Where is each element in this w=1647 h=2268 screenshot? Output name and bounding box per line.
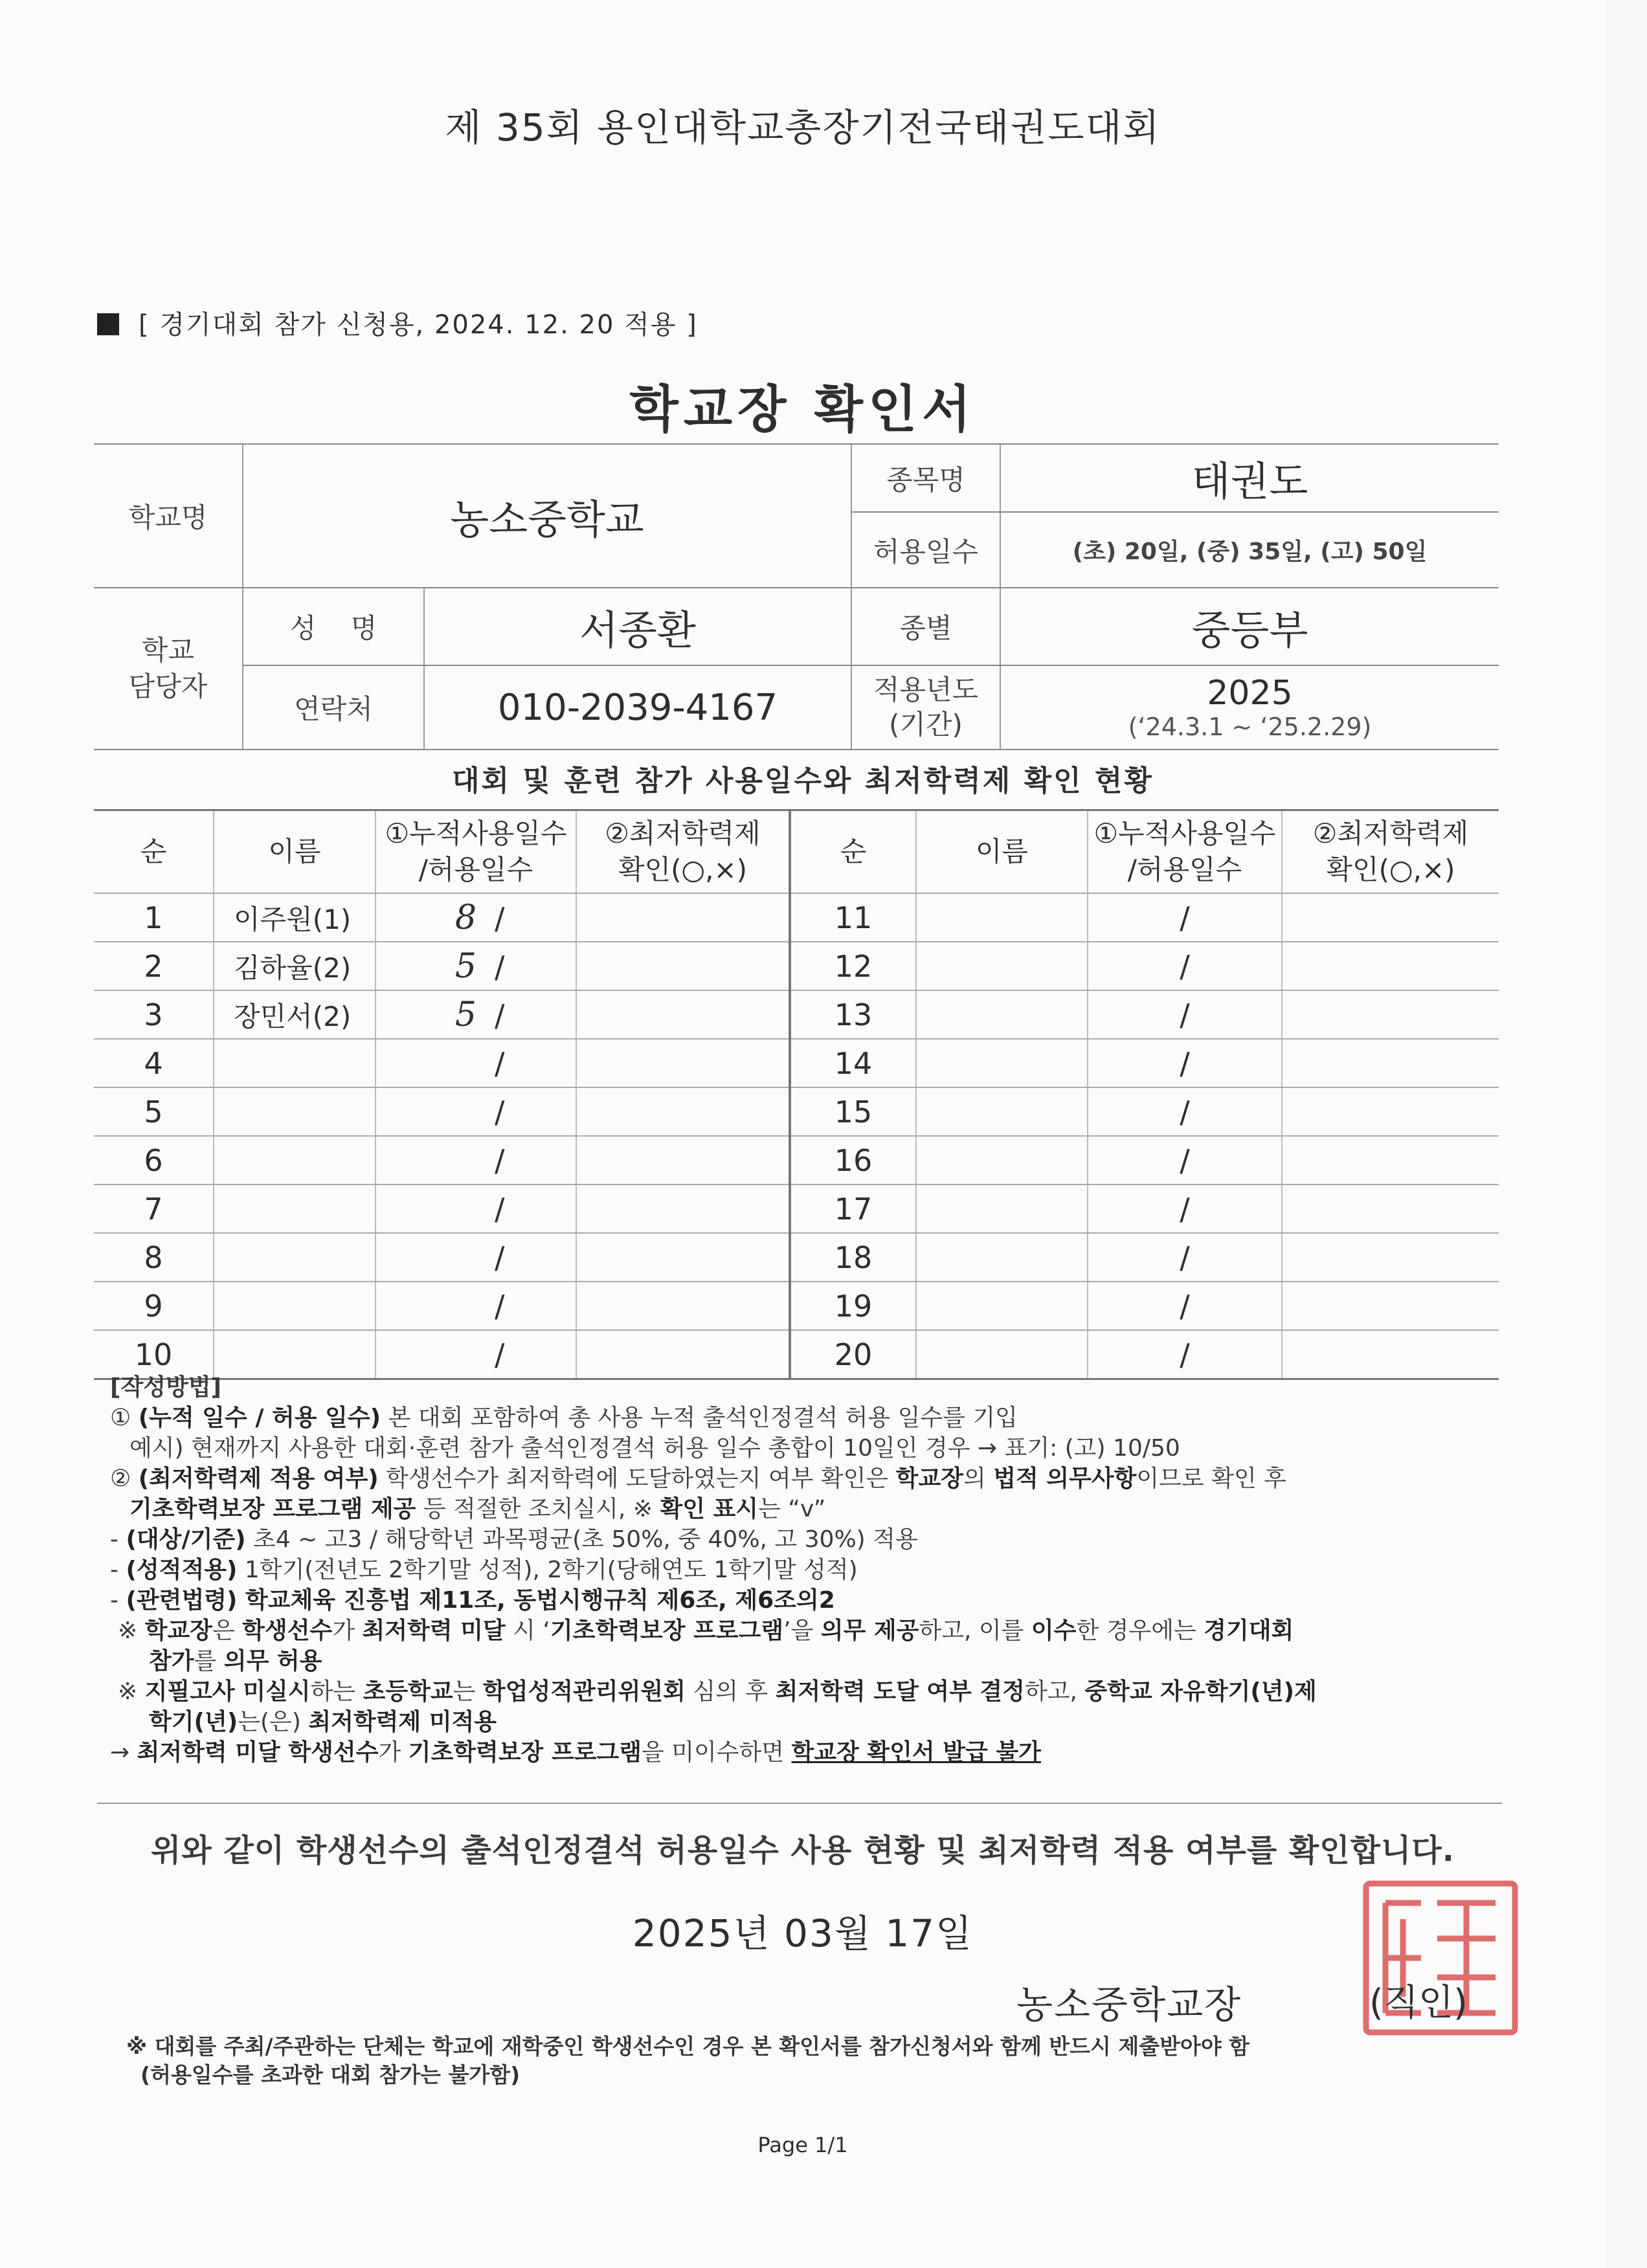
row-days: / [1088, 1282, 1282, 1330]
row-no: 17 [790, 1184, 916, 1233]
row-name [214, 1282, 375, 1330]
division-value: 중등부 [1000, 588, 1499, 665]
allow-days-label: 허용일수 [851, 512, 1000, 588]
row-min-check [1282, 893, 1499, 942]
row-name: 이주원(1) [214, 893, 375, 942]
slash-separator: / [495, 1337, 505, 1372]
slash-separator: / [495, 1288, 505, 1324]
row-days: / [1088, 990, 1282, 1039]
row-no: 11 [790, 893, 916, 942]
allow-days-value: (초) 20일, (중) 35일, (고) 50일 [1000, 512, 1499, 588]
table-row [94, 1136, 1499, 1184]
footnote-line: ※ 대회를 주최/주관하는 단체는 학교에 재학중인 학생선수인 경우 본 확인서를 참가신청서와 함께 반드시 제출받아야 함 [126, 2034, 1250, 2059]
row-min-check [576, 1039, 790, 1087]
row-days: / [1088, 1136, 1282, 1184]
method-line: - (대상/기준) 초4 ~ 고3 / 해당학년 과목평균(초 50%, 중 40%, 고 30%) 적용 [110, 1526, 918, 1553]
row-min-check [1282, 1136, 1499, 1184]
table-row [94, 1184, 1499, 1233]
slash-separator: / [495, 1142, 505, 1178]
table-row [94, 893, 1499, 942]
table-row [94, 1039, 1499, 1087]
section-title: 대회 및 훈련 참가 사용일수와 최저학력제 확인 현황 [452, 764, 1154, 797]
row-min-check [576, 1184, 790, 1233]
handwritten-days: 5 [454, 946, 476, 986]
row-days [375, 990, 576, 1039]
row-min-check [1282, 942, 1499, 990]
method-line: - (성적적용) 1학기(전년도 2학기말 성적), 2학기(당해연도 1학기말 성적) [110, 1557, 858, 1583]
table-header-row [94, 810, 1499, 894]
writing-method [110, 1372, 1502, 1768]
row-no: 16 [790, 1136, 916, 1184]
row-no: 13 [790, 990, 916, 1039]
row-name: 장민서(2) [214, 990, 375, 1039]
row-days: / [1088, 1184, 1282, 1233]
row-name [214, 1233, 375, 1282]
footnote [126, 2032, 1499, 2089]
row-min-check [1282, 1184, 1499, 1233]
row-days [375, 1136, 576, 1184]
period-range: (‘24.3.1 ~ ‘25.2.29) [1128, 713, 1372, 741]
row-no: 8 [94, 1233, 214, 1282]
header-min: ②최저학력제 확인(○,×) [1282, 810, 1499, 894]
slash-separator: / [495, 997, 505, 1033]
method-line: - (관련법령) 학교체육 진흥법 제11조, 동법시행규칙 제6조, 제6조의2 [110, 1587, 835, 1614]
row-no: 12 [790, 942, 916, 990]
slash-separator: / [495, 900, 505, 936]
row-days: / [1088, 942, 1282, 990]
school-value: 농소중학교 [243, 444, 851, 588]
method-line: 학기(년)는(은) 최저학력제 미적용 [149, 1709, 497, 1735]
table-row [94, 990, 1499, 1039]
contact-label: 연락처 [243, 665, 424, 750]
method-line: ② (최저학력제 적용 여부) 학생선수가 최저학력에 도달하였는지 여부 확인은 학교장의 법적 의무사항이므로 확인 후 [110, 1465, 1286, 1492]
row-days: / [1088, 893, 1282, 942]
slash-separator: / [495, 1045, 505, 1081]
principal-title: 농소중학교장 [1016, 1983, 1242, 2027]
name-label: 성 명 [243, 588, 424, 665]
row-days [375, 1282, 576, 1330]
row-no: 14 [790, 1039, 916, 1087]
row-name [214, 1136, 375, 1184]
info-table [94, 443, 1499, 750]
row-name [916, 1233, 1088, 1282]
row-min-check [576, 1233, 790, 1282]
row-name [916, 1087, 1088, 1136]
handwritten-days: 5 [454, 995, 476, 1034]
row-days: / [1088, 1233, 1282, 1282]
row-min-check [1282, 1039, 1499, 1087]
table-row [94, 942, 1499, 990]
row-name [916, 942, 1088, 990]
method-line: ① (누적 일수 / 허용 일수) 본 대회 포함하여 총 사용 누적 출석인정결석 허용 일수를 기입 [110, 1405, 1018, 1431]
period-label: 적용년도 (기간) [851, 665, 1000, 750]
division-label: 종별 [851, 588, 1000, 665]
row-min-check [576, 990, 790, 1039]
name-value: 서종환 [424, 588, 851, 665]
row-min-check [576, 1087, 790, 1136]
row-min-check [576, 1282, 790, 1330]
handwritten-days: 8 [454, 898, 476, 937]
method-line: 참가를 의무 허용 [149, 1648, 322, 1674]
header-days: ①누적사용일수 /허용일수 [1088, 810, 1282, 894]
row-name [214, 1184, 375, 1233]
page-number: Page 1/1 [757, 2133, 848, 2157]
header-name: 이름 [916, 810, 1088, 894]
row-name [916, 893, 1088, 942]
method-line: → 최저학력 미달 학생선수가 기초학력보장 프로그램을 미이수하면 학교장 확인서 발급 불가 [110, 1739, 1041, 1766]
row-days: / [1088, 1330, 1282, 1379]
table-row [94, 1087, 1499, 1136]
row-name [916, 1184, 1088, 1233]
row-no: 20 [790, 1330, 916, 1379]
subtitle-text: [ 경기대회 참가 신청용, 2024. 12. 20 적용 ] [139, 310, 698, 340]
row-no: 5 [94, 1087, 214, 1136]
row-no: 6 [94, 1136, 214, 1184]
row-no: 4 [94, 1039, 214, 1087]
row-min-check [1282, 990, 1499, 1039]
row-days [375, 1039, 576, 1087]
row-name [214, 1039, 375, 1087]
row-no: 3 [94, 990, 214, 1039]
method-line: 예시) 현재까지 사용한 대회·훈련 참가 출석인정결석 허용 일수 총합이 10일인 경우 → 표기: (고) 10/50 [129, 1435, 1180, 1462]
row-name [214, 1087, 375, 1136]
method-line: 기초학력보장 프로그램 제공 등 적절한 조치실시, ※ 확인 표시는 “v” [129, 1496, 826, 1522]
row-days [375, 942, 576, 990]
slash-separator: / [495, 1191, 505, 1227]
table-row [94, 1282, 1499, 1330]
row-min-check [576, 942, 790, 990]
manager-label: 학교 담당자 [94, 588, 243, 750]
sport-label: 종목명 [851, 444, 1000, 512]
row-days [375, 1184, 576, 1233]
divider [97, 1803, 1502, 1804]
table-row [94, 1233, 1499, 1282]
row-no: 7 [94, 1184, 214, 1233]
header-no: 순 [790, 810, 916, 894]
row-no: 1 [94, 893, 214, 942]
sport-value: 태권도 [1000, 444, 1499, 512]
row-min-check [1282, 1233, 1499, 1282]
method-title: [작성방법] [110, 1374, 222, 1401]
period-year: 2025 [1207, 674, 1293, 713]
row-days [375, 1087, 576, 1136]
row-min-check [576, 893, 790, 942]
row-days: / [1088, 1087, 1282, 1136]
contact-value: 010-2039-4167 [424, 665, 851, 750]
row-no: 19 [790, 1282, 916, 1330]
row-min-check [1282, 1087, 1499, 1136]
footnote-line: (허용일수를 초과한 대회 참가는 불가함) [140, 2062, 521, 2087]
square-bullet-icon [97, 313, 119, 335]
row-min-check [576, 1136, 790, 1184]
period-value [1000, 665, 1499, 750]
header-no: 순 [94, 810, 214, 894]
issue-date: 2025년 03월 17일 [632, 1911, 974, 1955]
document-title: 학교장 확인서 [629, 381, 976, 439]
header-name: 이름 [214, 810, 375, 894]
row-no: 15 [790, 1087, 916, 1136]
row-no: 2 [94, 942, 214, 990]
students-table [94, 809, 1499, 1380]
row-days [375, 1233, 576, 1282]
row-no: 9 [94, 1282, 214, 1330]
row-days: / [1088, 1039, 1282, 1087]
row-name [916, 1136, 1088, 1184]
header-days: ①누적사용일수 /허용일수 [375, 810, 576, 894]
subtitle-line [97, 304, 698, 341]
event-title: 제 35회 용인대학교총장기전국태권도대회 [445, 106, 1161, 150]
row-name [916, 990, 1088, 1039]
header-min: ②최저학력제 확인(○,×) [576, 810, 790, 894]
row-no: 18 [790, 1233, 916, 1282]
method-line: ※ 학교장은 학생선수가 최저학력 미달 시 ‘기초학력보장 프로그램’을 의무 제공하고, 이를 이수한 경우에는 경기대회 [118, 1618, 1294, 1644]
row-name [916, 1039, 1088, 1087]
row-min-check [1282, 1282, 1499, 1330]
row-name [916, 1282, 1088, 1330]
row-days [375, 893, 576, 942]
slash-separator: / [495, 1094, 505, 1129]
row-no: 10 [94, 1330, 214, 1379]
seal-label: (직인) [1369, 1982, 1468, 2024]
row-name: 김하율(2) [214, 942, 375, 990]
method-line: ※ 지필고사 미실시하는 초등학교는 학업성적관리위원회 심의 후 최저학력 도달 여부 결정하고, 중학교 자유학기(년)제 [118, 1678, 1317, 1705]
slash-separator: / [495, 1240, 505, 1275]
school-label: 학교명 [94, 444, 243, 588]
confirm-statement: 위와 같이 학생선수의 출석인정결석 허용일수 사용 현황 및 최저학력 적용 여부를 확인합니다. [150, 1832, 1455, 1869]
slash-separator: / [495, 949, 505, 984]
